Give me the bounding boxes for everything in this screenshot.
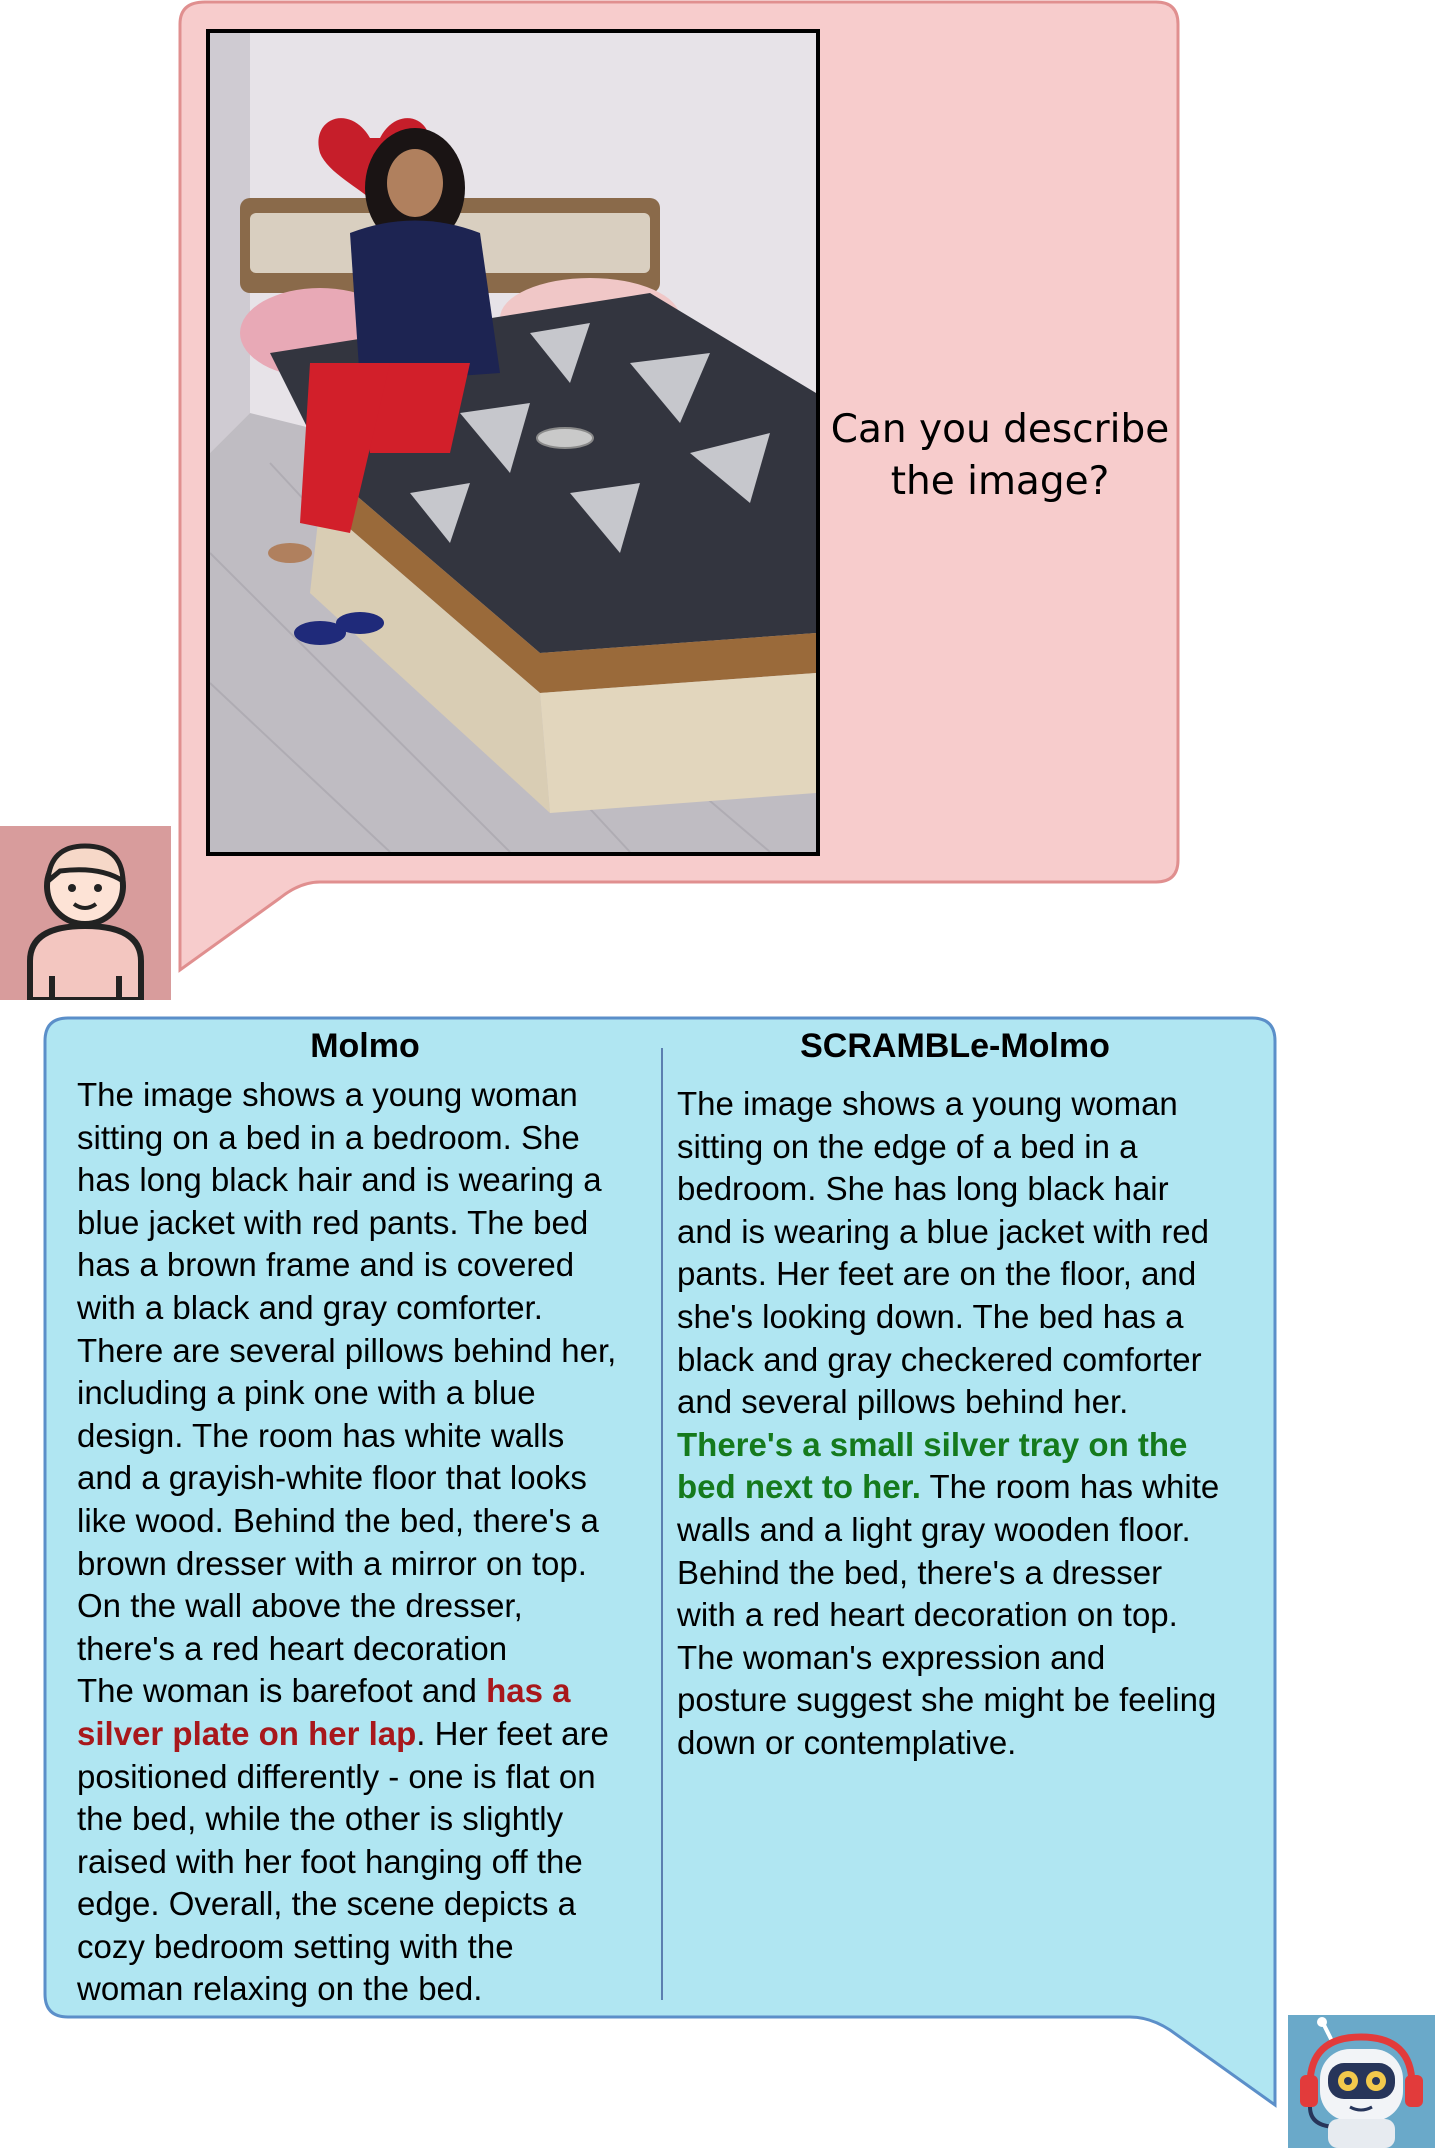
user-avatar-icon [0, 826, 171, 1000]
scramble-column-title: SCRAMBLe-Molmo [800, 1027, 1110, 1065]
bot-avatar [1288, 2015, 1435, 2148]
bedroom-scene-image [210, 33, 816, 852]
molmo-hallucination-highlight: has a silver plate on her lap [77, 1672, 571, 1752]
molmo-text-part-1: The image shows a young woman sitting on a bed in a bedroom. She has long black hair and is wearing a blue jacket with red pants. The bed has a brown frame and is covered with a black and gray comforter. There are several pillows behind her, including a pink one with a blue design. The room has white walls and a grayish-white floor that looks like wood. Behind the bed, there's a brown dresser with a mirror on top. On the wall above the dresser, there's a red heart decoration The woman is barefoot and [77, 1076, 617, 1710]
scramble-text-part-1: The image shows a young woman sitting on the edge of a bed in a bedroom. She has long black hair and is wearing a blue jacket with red pants. Her feet are on the floor, and she's looking down. The bed has a black and gray checkered comforter and several pillows behind her. [677, 1085, 1209, 1421]
user-message-bubble [0, 0, 1435, 1000]
column-divider [661, 1048, 663, 2000]
scramble-text-part-2: The room has white walls and a light gray wooden floor. Behind the bed, there's a dresser with a red heart decoration on top. The woman's expression and posture suggest she might be feeling down or contemplative. [677, 1468, 1220, 1761]
molmo-text-part-2: . Her feet are positioned differently - one is flat on the bed, while the other is slightly raised with her foot hanging off the edge. Overall, the scene depicts a cozy bedroom setting with the woman relaxing on the bed. [77, 1714, 609, 2008]
bedroom-photo [206, 29, 820, 856]
molmo-column-title: Molmo [310, 1027, 420, 1065]
molmo-response-text [77, 1074, 657, 2011]
robot-headset-icon [1288, 2015, 1435, 2148]
user-avatar [0, 826, 171, 1000]
user-question-text: Can you describe the image? [830, 407, 1170, 504]
scramble-response-text [677, 1083, 1267, 1765]
scramble-correct-highlight: There's a small silver tray on the bed next to her. [677, 1425, 1188, 1506]
